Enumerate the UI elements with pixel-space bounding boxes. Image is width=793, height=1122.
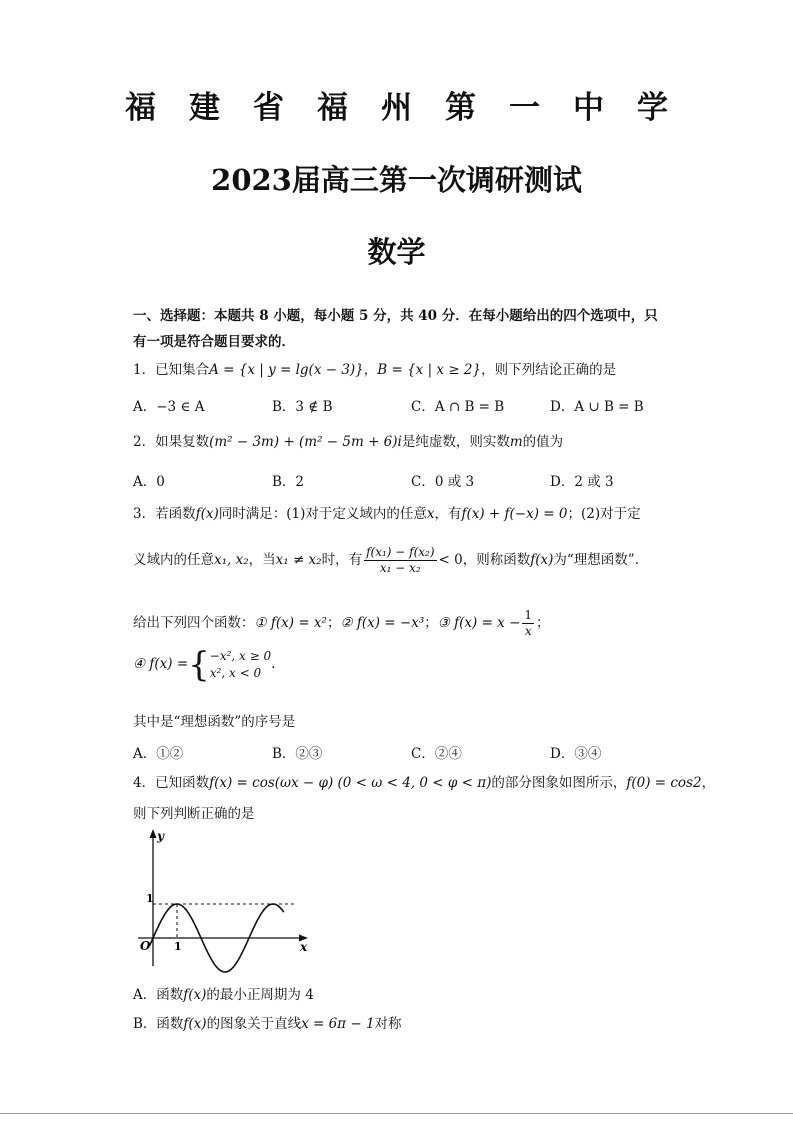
question-1-stem: 1．已知集合A = {x | y = lg(x − 3)}，B = {x | x ≥ 2}，则下列结论正确的是	[133, 362, 617, 378]
page-bottom-rule	[0, 1113, 793, 1114]
question-1-option-b[interactable]: B．3 ∉ B	[272, 399, 333, 415]
subject-title: 数学	[367, 235, 426, 269]
question-3-option-c[interactable]: C．②④	[411, 746, 462, 762]
question-3-stem-line1: 3．若函数f(x)同时满足：(1)对于定义域内的任意x，有f(x) + f(−x) = 0；(2)对于定	[133, 506, 641, 522]
y-axis-label: y	[157, 829, 164, 843]
y-tick-1-label: 1	[146, 892, 154, 905]
difference-quotient-fraction: $\frac{\text{f(x₁) − f(x₂)}}{\text{x₁ − x₂}}$	[366, 545, 435, 575]
question-4-option-b[interactable]: B．函数f(x)的图象关于直线x = 6π − 1对称	[133, 1016, 402, 1032]
section-instruction-line1: 一、选择题：本题共 8 小题，每小题 5 分，共 40 分．在每小题给出的四个选项中，只	[133, 308, 658, 324]
section-instruction-line2: 有一项是符合题目要求的．	[133, 334, 295, 350]
question-1-option-a[interactable]: A．−3 ∈ A	[133, 399, 205, 415]
cosine-graph-figure	[133, 826, 313, 974]
question-3-functions-line: 给出下列四个函数：① f(x) = x²；② f(x) = −x³；③ f(x) = x − $\frac{1}{x}$ ；	[133, 608, 550, 638]
question-2-option-d[interactable]: D．2 或 3	[550, 474, 614, 490]
reciprocal-fraction: $\frac{1}{x}$	[524, 608, 533, 638]
question-4-stem-line2: 则下列判断正确的是	[133, 806, 255, 822]
question-3-prompt: 其中是“理想函数”的序号是	[133, 714, 296, 730]
question-4-option-a[interactable]: A．函数f(x)的最小正周期为 4	[133, 987, 314, 1003]
exam-title: 2023届高三第一次调研测试	[211, 163, 582, 197]
question-4-stem-line1: 4．已知函数f(x) = cos(ωx − φ) (0 < ω < 4, 0 < φ < π)的部分图象如图所示，f(0) = cos2，	[133, 775, 716, 791]
school-name: 福建省福州第一中学	[125, 90, 701, 126]
y-axis-arrow-icon	[150, 829, 157, 838]
question-1-option-d[interactable]: D．A ∪ B = B	[550, 399, 644, 415]
question-3-stem-line2: 义域内的任意x₁, x₂，当x₁ ≠ x₂时，有 $\frac{\text{f(x₁) − f(x₂)}}{\text{x₁ − x₂}}$ < 0，则称函数f(x)为“理想函数”.	[133, 545, 640, 575]
question-3-piecewise-function: ④ f(x) ={ −x², x ≥ 0 x², x < 0 .	[133, 644, 276, 685]
question-3-option-b[interactable]: B．②③	[272, 746, 323, 762]
x-tick-1-label: 1	[174, 940, 182, 953]
question-3-option-a[interactable]: A．①②	[133, 746, 184, 762]
x-axis-label: x	[300, 940, 308, 954]
question-2-option-c[interactable]: C．0 或 3	[411, 474, 475, 490]
question-1-option-c[interactable]: C．A ∩ B = B	[411, 399, 505, 415]
question-3-option-d[interactable]: D．③④	[550, 746, 602, 762]
origin-label: O	[140, 939, 151, 953]
question-2-stem: 2．如果复数(m² − 3m) + (m² − 5m + 6)i是纯虚数，则实数m的值为	[133, 434, 564, 450]
question-2-option-b[interactable]: B．2	[272, 474, 305, 490]
question-2-option-a[interactable]: A．0	[133, 474, 165, 490]
